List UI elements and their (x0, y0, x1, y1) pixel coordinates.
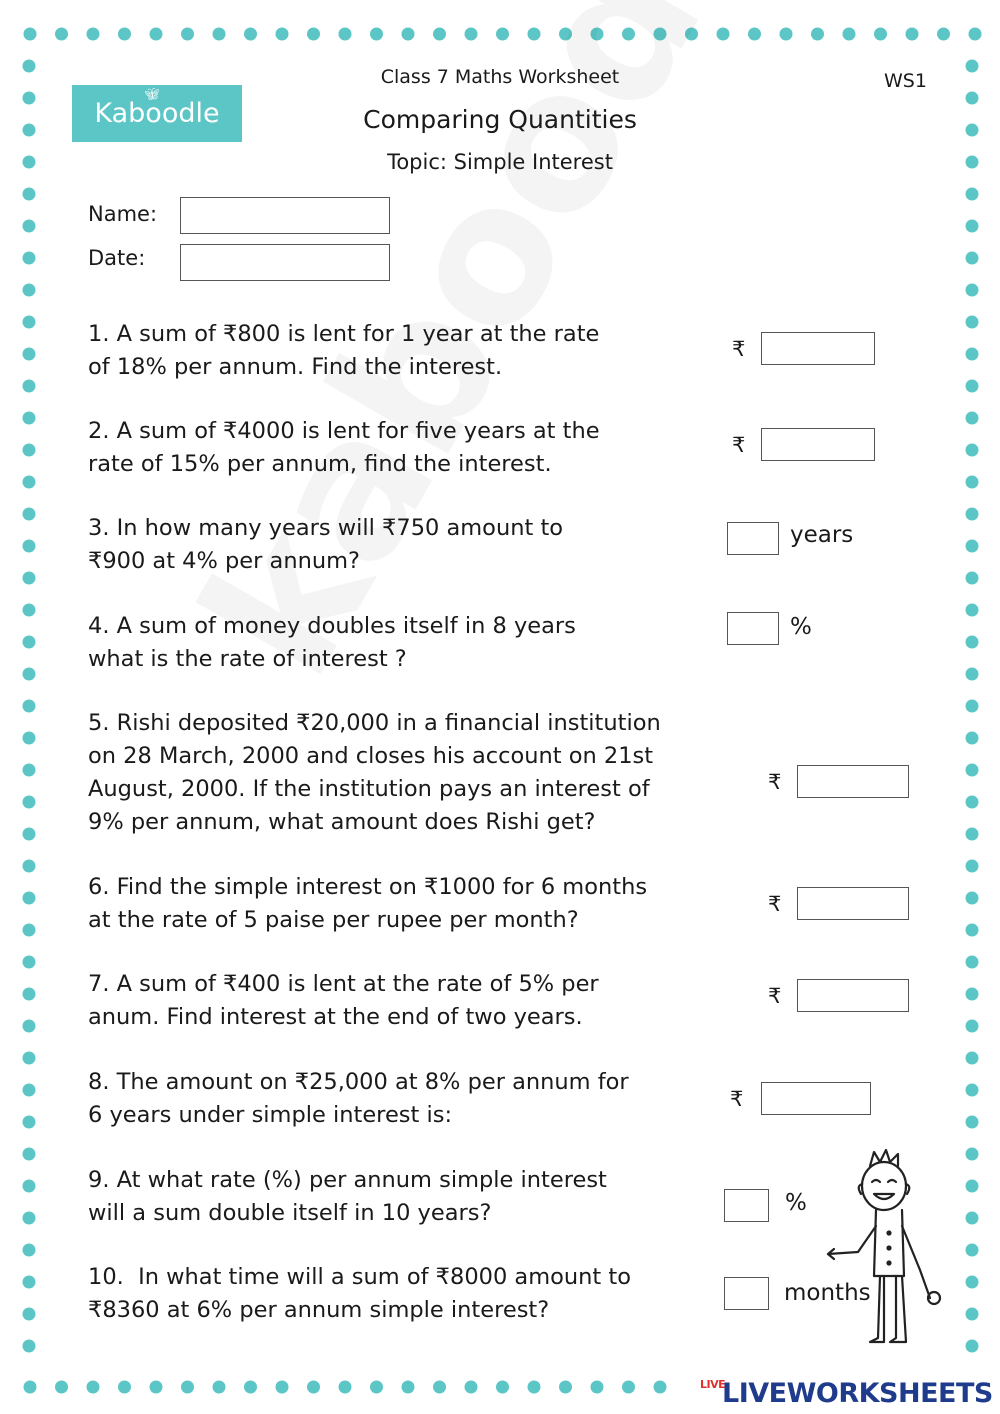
border-dot (23, 988, 36, 1001)
rupee-symbol: ₹ (768, 984, 782, 1008)
border-dot (966, 284, 979, 297)
border-dot (966, 732, 979, 745)
border-dot (23, 796, 36, 809)
border-dot (23, 316, 36, 329)
border-dot (87, 28, 100, 41)
border-dot (465, 28, 478, 41)
name-label: Name: (88, 202, 158, 226)
border-dot (244, 28, 257, 41)
border-dot (213, 28, 226, 41)
border-dot (276, 1381, 289, 1394)
border-dot (966, 764, 979, 777)
border-dot (370, 1381, 383, 1394)
border-dot (23, 700, 36, 713)
border-dot (23, 1180, 36, 1193)
border-dot (55, 28, 68, 41)
border-dot (23, 924, 36, 937)
border-dot (966, 348, 979, 361)
unit-percent: % (785, 1190, 807, 1216)
border-dot (23, 476, 36, 489)
border-dot (966, 988, 979, 1001)
border-dot (969, 28, 982, 41)
question-3: 3. In how many years will ₹750 amount to ₹900 at 4% per annum? (88, 515, 564, 574)
answer-box-3[interactable] (727, 522, 779, 555)
border-dot (23, 1244, 36, 1257)
border-dot (874, 28, 887, 41)
border-dot (23, 1212, 36, 1225)
border-dot (307, 28, 320, 41)
border-dot (591, 1381, 604, 1394)
border-dot (23, 92, 36, 105)
answer-box-7[interactable] (797, 979, 909, 1012)
unit-percent: % (790, 614, 812, 640)
border-dot (654, 1381, 667, 1394)
border-dot (23, 380, 36, 393)
border-dot (966, 700, 979, 713)
footer-brand: LIVEWORKSHEETS (722, 1378, 993, 1409)
border-dot (966, 92, 979, 105)
border-dot (559, 1381, 572, 1394)
border-dot (966, 380, 979, 393)
border-dot (966, 1020, 979, 1033)
border-dot (23, 1308, 36, 1321)
border-dot (937, 28, 950, 41)
border-dot (23, 348, 36, 361)
border-dot (966, 956, 979, 969)
border-dot (23, 604, 36, 617)
border-dot (23, 1020, 36, 1033)
border-dot (307, 1381, 320, 1394)
border-dot (23, 1148, 36, 1161)
border-dot (966, 1084, 979, 1097)
border-dot (966, 828, 979, 841)
border-dot (181, 1381, 194, 1394)
border-dot (906, 28, 919, 41)
border-dot (843, 28, 856, 41)
border-dot (23, 1276, 36, 1289)
question-9: 9. At what rate (%) per annum simple interest will a sum double itself in 10 years? (88, 1167, 607, 1226)
rupee-symbol: ₹ (768, 770, 782, 794)
border-dot (23, 508, 36, 521)
border-dot (966, 1212, 979, 1225)
border-dot (433, 1381, 446, 1394)
border-dot (23, 1340, 36, 1353)
date-label: Date: (88, 246, 146, 270)
question-8: 8. The amount on ₹25,000 at 8% per annum for 6 years under simple interest is: (88, 1069, 629, 1128)
question-1: 1. A sum of ₹800 is lent for 1 year at the rate of 18% per annum. Find the interest. (88, 321, 600, 380)
border-dot (23, 892, 36, 905)
question-5: 5. Rishi deposited ₹20,000 in a financial institution on 28 March, 2000 and closes his account on 21st August, 2000. If the institution pays an interest of 9% per annum, what amount does Rishi get? (88, 710, 661, 835)
worksheet-topic: Topic: Simple Interest (387, 150, 613, 174)
border-dot (23, 1052, 36, 1065)
border-dot (966, 476, 979, 489)
border-dot (23, 284, 36, 297)
border-dot (23, 220, 36, 233)
border-dot (87, 1381, 100, 1394)
border-dot (150, 1381, 163, 1394)
border-dot (118, 1381, 131, 1394)
border-dot (966, 604, 979, 617)
rupee-symbol: ₹ (732, 433, 746, 457)
border-dot (433, 28, 446, 41)
answer-box-2[interactable] (761, 428, 875, 461)
border-dot (496, 1381, 509, 1394)
border-dot (23, 828, 36, 841)
border-dot (23, 860, 36, 873)
rupee-symbol: ₹ (730, 1087, 744, 1111)
answer-box-8[interactable] (761, 1082, 871, 1115)
butterfly-icon: 🦋︎ (144, 87, 160, 101)
border-dot (24, 28, 37, 41)
border-dot (213, 1381, 226, 1394)
border-dot (966, 1276, 979, 1289)
border-dot (966, 252, 979, 265)
border-dot (966, 636, 979, 649)
border-dot (966, 508, 979, 521)
border-dot (244, 1381, 257, 1394)
border-dot (55, 1381, 68, 1394)
border-dot (23, 732, 36, 745)
answer-box-4[interactable] (727, 612, 779, 645)
question-6: 6. Find the simple interest on ₹1000 for 6 months at the rate of 5 paise per rupee per month? (88, 874, 648, 933)
date-field[interactable] (180, 244, 390, 281)
border-dot (23, 956, 36, 969)
border-dot (966, 220, 979, 233)
border-dot (23, 1084, 36, 1097)
logo-text: Kaboodle (94, 98, 220, 129)
name-field[interactable] (180, 197, 390, 234)
question-7: 7. A sum of ₹400 is lent at the rate of 5% per anum. Find interest at the end of two years. (88, 971, 599, 1030)
border-dot (966, 1308, 979, 1321)
border-dot (465, 1381, 478, 1394)
answer-box-9[interactable] (724, 1189, 769, 1222)
border-dot (966, 444, 979, 457)
border-dot (23, 1116, 36, 1129)
border-dot (966, 860, 979, 873)
border-dot (23, 252, 36, 265)
border-dot (780, 28, 793, 41)
rupee-symbol: ₹ (732, 337, 746, 361)
border-dot (23, 444, 36, 457)
border-dot (966, 924, 979, 937)
border-dot (966, 892, 979, 905)
border-dot (966, 1244, 979, 1257)
border-dot (23, 572, 36, 585)
unit-years: years (790, 522, 854, 548)
border-dot (23, 668, 36, 681)
border-dot (748, 28, 761, 41)
border-dot (181, 28, 194, 41)
question-2: 2. A sum of ₹4000 is lent for five years at the rate of 15% per annum, find the interest. (88, 418, 600, 477)
border-dot (23, 540, 36, 553)
border-dot (966, 316, 979, 329)
border-dot (402, 28, 415, 41)
question-10: 10. In what time will a sum of ₹8000 amount to ₹8360 at 6% per annum simple interest? (88, 1264, 631, 1323)
border-dot (966, 412, 979, 425)
border-dot (622, 1381, 635, 1394)
answer-box-10[interactable] (724, 1277, 769, 1310)
border-dot (23, 412, 36, 425)
border-dot (276, 28, 289, 41)
border-dot (118, 28, 131, 41)
border-dot (339, 28, 352, 41)
border-dot (370, 28, 383, 41)
worksheet-code: WS1 (884, 70, 927, 92)
border-dot (966, 668, 979, 681)
border-dot (966, 1052, 979, 1065)
border-dot (966, 540, 979, 553)
unit-months: months (784, 1280, 871, 1306)
answer-box-1[interactable] (761, 332, 875, 365)
border-dot (24, 1381, 37, 1394)
worksheet-class: Class 7 Maths Worksheet (380, 66, 620, 88)
liveworksheets-logo (700, 1378, 993, 1409)
border-dot (528, 1381, 541, 1394)
boy-illustration (818, 1148, 953, 1348)
border-dot (339, 1381, 352, 1394)
border-dot (966, 188, 979, 201)
rupee-symbol: ₹ (768, 892, 782, 916)
answer-box-6[interactable] (797, 887, 909, 920)
border-dot (966, 796, 979, 809)
border-dot (150, 28, 163, 41)
border-dot (966, 1180, 979, 1193)
page-title: Comparing Quantities (363, 105, 637, 134)
border-dot (23, 764, 36, 777)
border-dot (966, 1148, 979, 1161)
border-dot (23, 636, 36, 649)
live-badge: LIVE (700, 1378, 726, 1391)
question-4: 4. A sum of money doubles itself in 8 years what is the rate of interest ? (88, 613, 576, 672)
answer-box-5[interactable] (797, 765, 909, 798)
border-dot (23, 188, 36, 201)
border-dot (966, 572, 979, 585)
border-dot (402, 1381, 415, 1394)
border-dot (966, 1116, 979, 1129)
border-dot (966, 1340, 979, 1353)
border-dot (811, 28, 824, 41)
